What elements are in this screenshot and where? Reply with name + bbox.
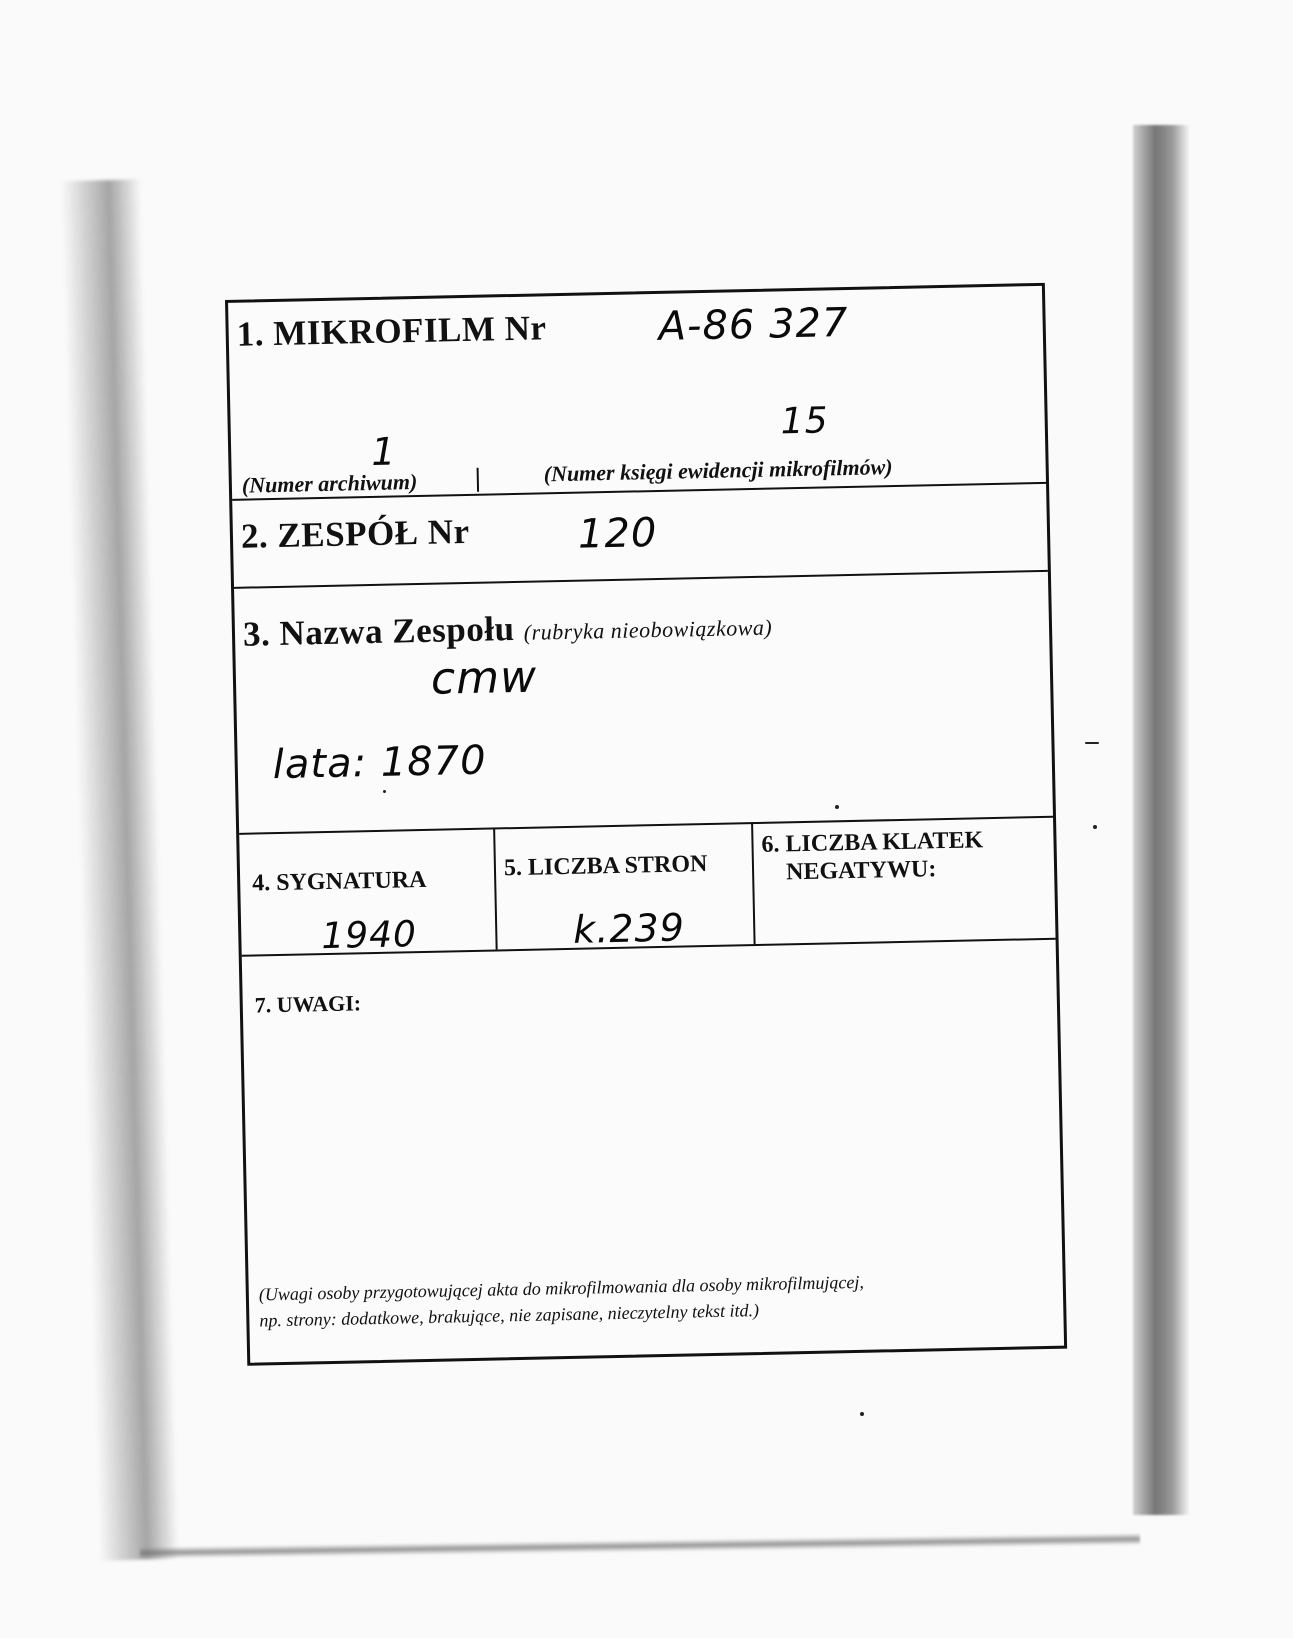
microfilm-form	[225, 283, 1067, 1366]
uwagi-footnote-line2: np. strony: dodatkowe, brakujące, nie zapisane, nieczytelny tekst itd.)	[259, 1300, 760, 1331]
column-divider-5-6	[751, 822, 756, 944]
scan-speck	[383, 790, 386, 793]
nazwa-zespolu-handwritten: cmw	[430, 651, 538, 705]
liczba-klatek-label-line2: NEGATYWU:	[785, 856, 937, 886]
numer-archiwum-handwritten: 1	[370, 429, 397, 474]
numer-ksiegi-handwritten: 15	[780, 400, 829, 443]
uwagi-label: 7. UWAGI:	[254, 990, 362, 1018]
scan-speck	[835, 805, 839, 809]
paper-edge-right	[1133, 125, 1189, 1515]
scan-speck	[1093, 825, 1097, 829]
liczba-klatek-label-line1: 6. LICZBA KLATEK	[761, 827, 984, 858]
numer-archiwum-label: (Numer archiwum)	[241, 469, 418, 498]
liczba-stron-handwritten: k.239	[572, 905, 686, 952]
sygnatura-handwritten: 1940	[320, 914, 418, 958]
lata-handwritten: lata: 1870	[272, 737, 487, 789]
nazwa-zespolu-note: (rubryka nieobowiązkowa)	[523, 614, 773, 645]
scan-speck	[860, 1412, 864, 1416]
mikrofilm-label: 1. MIKROFILM Nr	[236, 308, 547, 354]
mikrofilm-handwritten-number: A-86 327	[658, 299, 849, 350]
divider-2	[234, 570, 1048, 589]
uwagi-footnote-line1: (Uwagi osoby przygotowującej akta do mikrofilmowania dla osoby mikrofilmującej,	[258, 1271, 865, 1305]
archiwum-divider	[477, 468, 480, 492]
scan-speck	[1085, 742, 1099, 744]
nazwa-zespolu-label: 3. Nazwa Zespołu	[242, 609, 515, 654]
zespol-handwritten-number: 120	[577, 510, 658, 558]
column-divider-4-5	[493, 827, 498, 949]
sygnatura-label: 4. SYGNATURA	[251, 866, 427, 897]
liczba-stron-label: 5. LICZBA STRON	[503, 851, 708, 882]
numer-ksiegi-label: (Numer księgi ewidencji mikrofilmów)	[543, 454, 893, 487]
zespol-label: 2. ZESPÓŁ Nr	[240, 511, 470, 556]
